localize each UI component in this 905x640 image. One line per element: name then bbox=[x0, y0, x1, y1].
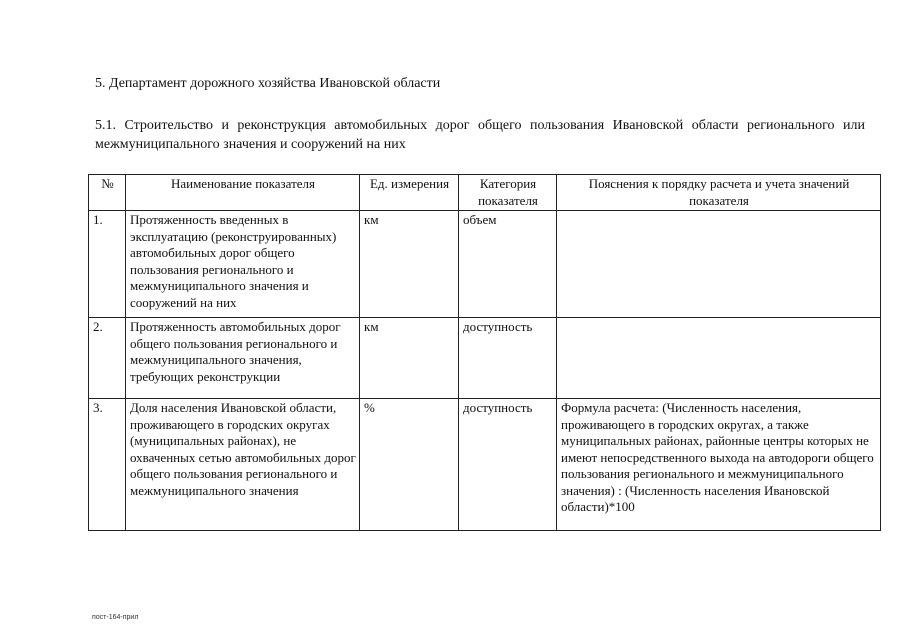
header-unit: Ед. измерения bbox=[360, 175, 459, 211]
row-notes-cell bbox=[557, 211, 881, 318]
header-category: Категория показателя bbox=[459, 175, 557, 211]
footer-file-note: пост-164-прил bbox=[92, 614, 139, 621]
row-name-cell: Доля населения Ивановской области, проживающего в городских округах (муниципальных районах), не охваченных сетью автомобильных дорог общего пользования регионального и межмуниципального значения bbox=[126, 399, 360, 531]
row-notes-cell: Формула расчета: (Численность населения, проживающего в городских округах, а также муниципальных районах, районные центры которых не имеют непосредственного выхода на автодороги общего пользования регионального и межмуниципального значения) : (Численность населения Ивановской области)*100 bbox=[557, 399, 881, 531]
header-name: Наименование показателя bbox=[126, 175, 360, 211]
row-num-cell: 3. bbox=[89, 399, 126, 531]
row-num-cell: 2. bbox=[89, 318, 126, 399]
row-unit-cell: км bbox=[360, 318, 459, 399]
subsection-heading: 5.1. Строительство и реконструкция автомобильных дорог общего пользования Ивановской области регионального или межмуниципального значения и сооружений на них bbox=[95, 118, 865, 152]
indicators-table bbox=[88, 174, 881, 531]
table-row bbox=[89, 211, 881, 318]
row-num-cell: 1. bbox=[89, 211, 126, 318]
table-row bbox=[89, 399, 881, 531]
table-row bbox=[89, 318, 881, 399]
section-heading: 5. Департамент дорожного хозяйства Ивановской области bbox=[95, 76, 441, 91]
row-category-cell: объем bbox=[459, 211, 557, 318]
row-category-cell: доступность bbox=[459, 399, 557, 531]
row-unit-cell: км bbox=[360, 211, 459, 318]
row-notes-cell bbox=[557, 318, 881, 399]
header-num: № bbox=[89, 175, 126, 211]
table-header-row bbox=[89, 175, 881, 211]
row-unit-cell: % bbox=[360, 399, 459, 531]
row-category-cell: доступность bbox=[459, 318, 557, 399]
row-name-cell: Протяженность введенных в эксплуатацию (реконструированных) автомобильных дорог общего пользования регионального и межмуниципального значения и сооружений на них bbox=[126, 211, 360, 318]
row-name-cell: Протяженность автомобильных дорог общего пользования регионального и межмуниципального значения, требующих реконструкции bbox=[126, 318, 360, 399]
header-notes: Пояснения к порядку расчета и учета значений показателя bbox=[557, 175, 881, 211]
